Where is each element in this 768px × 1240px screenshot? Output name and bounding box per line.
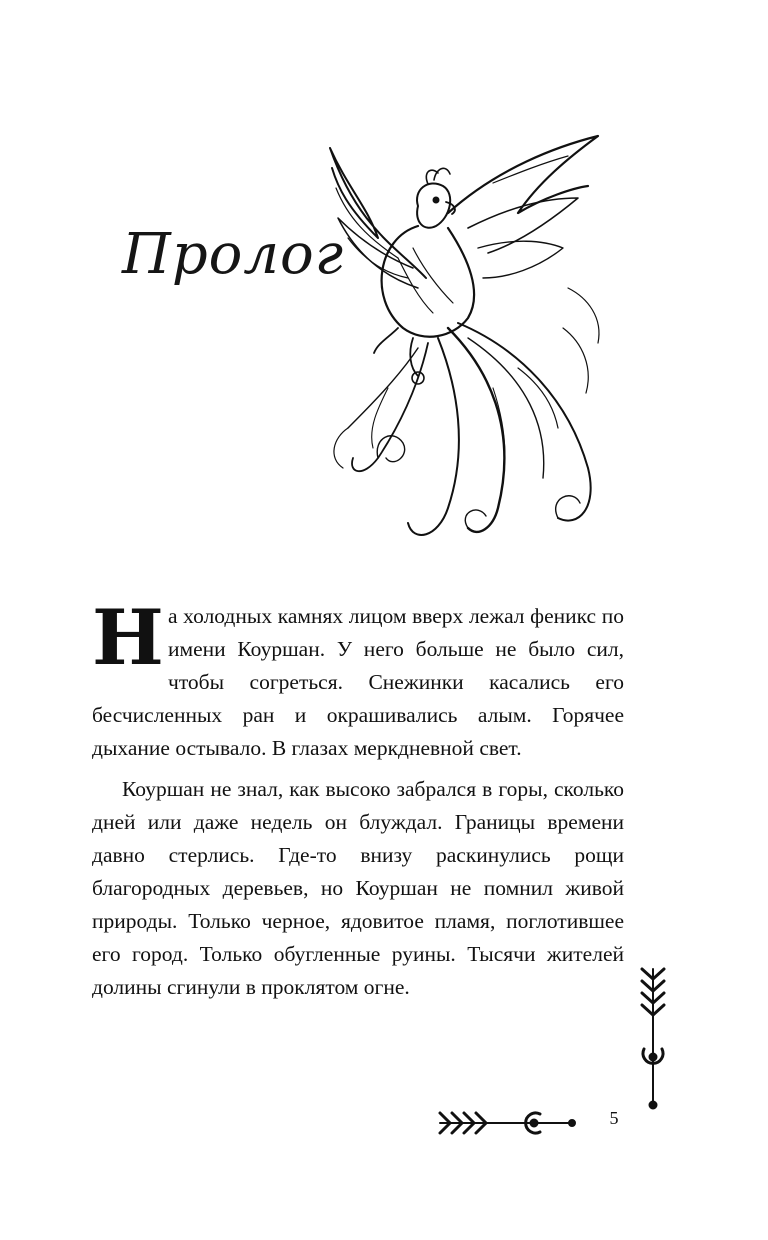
arrow-moon-divider-icon <box>436 1108 578 1138</box>
chapter-title: Пролог <box>122 222 345 287</box>
drop-cap: Н <box>92 593 164 682</box>
phoenix-illustration-icon <box>318 128 618 558</box>
paragraph-2: Коуршан не знал, как высоко забрался в горы, сколько дней или даже недель он блуждал. Границы времени давно стерлись. Где-то внизу раскинулись рощи благородных деревьев, но Коуршан не помнил живой природы. Только черное, ядовитое пламя, поглотившее его город. Только обугленные руины. Тысячи жителей долины сгинули в проклятом огне. <box>92 777 624 999</box>
arrow-moon-ornament-icon <box>636 965 670 1111</box>
page-number: 5 <box>609 1108 619 1128</box>
paragraph-1-text: а холодных камнях лицом вверх лежал феникс по имени Коуршан. У него больше не было сил, чтобы согреться. Снежинки касались его бесчисленных ран и окрашивались алым. Горячее дыхание остывало. В глазах меркдневной свет. <box>92 604 624 760</box>
paragraph-1 <box>92 593 624 765</box>
prologue-text <box>92 593 624 1004</box>
